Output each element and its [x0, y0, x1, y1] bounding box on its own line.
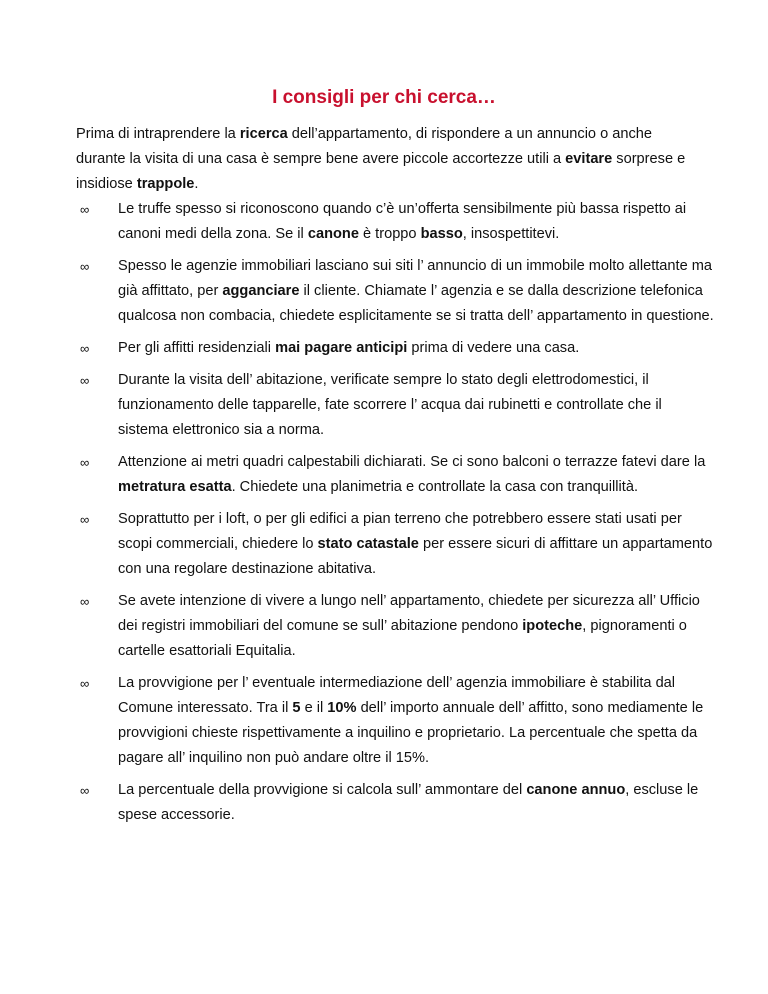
list-item [76, 589, 716, 664]
text-run: . [194, 176, 199, 192]
list-item [76, 368, 716, 443]
text-run: , pignoramenti o cartelle esattoriali Equitalia. [118, 618, 687, 659]
list-item [76, 450, 716, 500]
infinity-bullet-icon: ∞ [80, 512, 90, 527]
text-run: Per gli affitti residenziali [118, 340, 276, 356]
bold-text: basso [420, 226, 463, 242]
text-run: . Chiedete una planimetria e controllate la casa con tranquillità. [231, 479, 638, 495]
list-item [76, 671, 716, 771]
text-run: per essere sicuri di affittare un appartamento con una regolare destinazione abitativa. [118, 536, 713, 577]
text-run: , escluse le spese accessorie. [118, 782, 699, 823]
text-run: La percentuale della provvigione si calcola sull’ ammontare del [118, 782, 527, 798]
bold-text: ricerca [239, 126, 288, 142]
text-run: Se avete intenzione di vivere a lungo nell’ appartamento, chiedete per sicurezza all’ Ufficio dei registri immobiliari del comune se sull’ abitazione pendono [118, 593, 700, 634]
page-title: I consigli per chi cerca… [272, 87, 496, 108]
bold-text: 10% [327, 700, 357, 716]
infinity-bullet-icon: ∞ [80, 341, 90, 356]
tips-list [76, 197, 716, 835]
infinity-bullet-icon: ∞ [80, 676, 90, 691]
text-run: La provvigione per l’ eventuale intermediazione dell’ agenzia immobiliare è stabilita dal Comune interessato. Tra il [118, 675, 676, 716]
text-run: , insospettitevi. [462, 226, 560, 242]
text-run: Le truffe spesso si riconoscono quando c’è un’offerta sensibilmente più bassa rispetto ai canoni medi della zona. Se il [118, 201, 687, 242]
text-run: Attenzione ai metri quadri calpestabili dichiarati. Se ci sono balconi o terrazze fatevi dare la [118, 454, 706, 470]
infinity-bullet-icon: ∞ [80, 259, 90, 274]
text-run: il cliente. Chiamate l’ agenzia e se dalla descrizione telefonica qualcosa non combacia, chiedete esplicitamente se si tratta dell’ appartamento in questione. [118, 283, 714, 324]
infinity-bullet-icon: ∞ [80, 783, 90, 798]
text-run: prima di vedere una casa. [407, 340, 580, 356]
infinity-bullet-icon: ∞ [80, 594, 90, 609]
text-run: e il [300, 700, 328, 716]
bold-text: evitare [565, 151, 613, 167]
list-item [76, 507, 716, 582]
infinity-bullet-icon: ∞ [80, 202, 90, 217]
infinity-bullet-icon: ∞ [80, 373, 90, 388]
list-item [76, 254, 716, 329]
bold-text: stato catastale [317, 536, 419, 552]
infinity-bullet-icon: ∞ [80, 455, 90, 470]
text-run: Prima di intraprendere la [76, 126, 240, 142]
bold-text: canone annuo [526, 782, 626, 798]
text-run: sorprese e insidiose [76, 151, 686, 192]
list-item [76, 778, 716, 828]
bold-text: trappole [136, 176, 195, 192]
bold-text: canone [307, 226, 359, 242]
text-run: dell’appartamento, di rispondere a un annuncio o anche durante la visita di una casa è sempre bene avere piccole accortezze utili a [76, 126, 653, 167]
text-run: dell’ importo annuale dell’ affitto, sono mediamente le provvigioni chieste rispettivamente a inquilino e proprietario. La percentuale che spetta da pagare all’ inquilino non può andare oltre il 15%. [118, 700, 704, 766]
intro-paragraph [76, 122, 696, 197]
bold-text: 5 [292, 700, 301, 716]
bold-text: agganciare [222, 283, 300, 299]
text-run: Spesso le agenzie immobiliari lasciano sui siti l’ annuncio di un immobile molto allettante ma già affittato, per [118, 258, 713, 299]
text-run: Soprattutto per i loft, o per gli edifici a pian terreno che potrebbero essere stati usati per scopi commerciali, chiedere lo [118, 511, 682, 552]
bold-text: metratura esatta [118, 479, 232, 495]
text-run: Durante la visita dell’ abitazione, verificate sempre lo stato degli elettrodomestici, il funzionamento delle tapparelle, fate scorrere l’ acqua dai rubinetti e controllate che il sistema elettronico sia a norma. [118, 372, 662, 438]
list-item [76, 336, 716, 361]
list-item [76, 197, 716, 247]
text-run: è troppo [358, 226, 421, 242]
bold-text: mai pagare anticipi [275, 340, 408, 356]
bold-text: ipoteche [522, 618, 583, 634]
